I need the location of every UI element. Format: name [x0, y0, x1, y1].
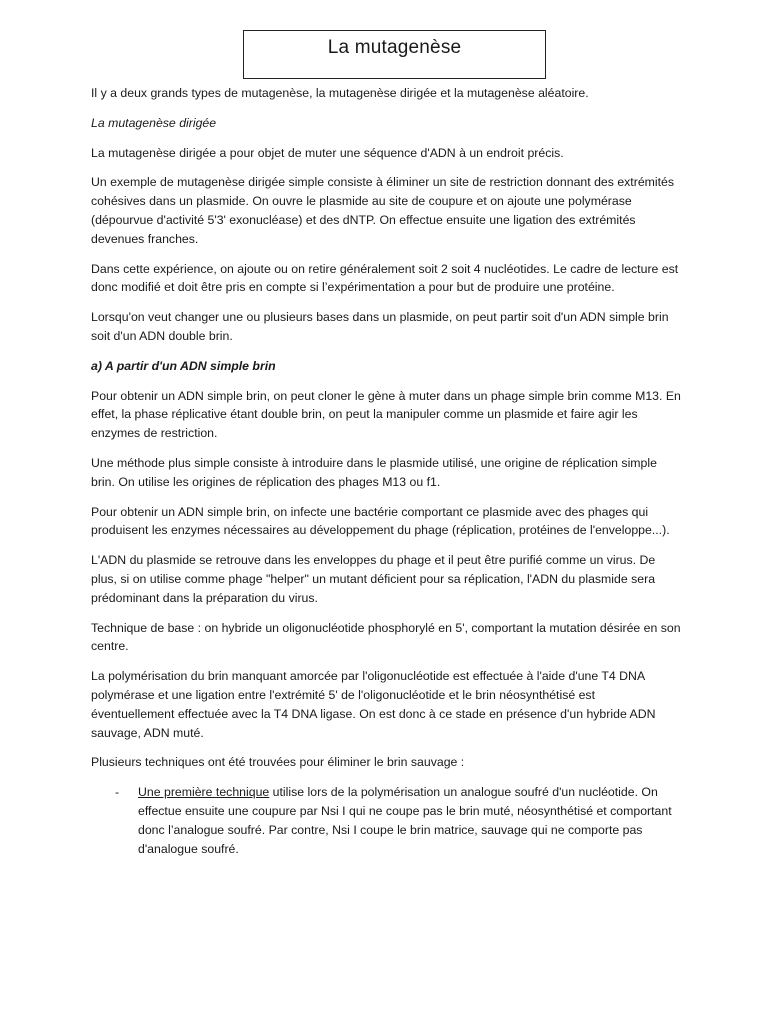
paragraph-6: Une méthode plus simple consiste à introduire dans le plasmide utilisé, une origine de réplication simple brin. On utilise les origines de réplication des phages M13 ou f1. — [91, 455, 657, 489]
document-body — [91, 84, 681, 858]
list-dash: - — [115, 785, 120, 800]
section-heading-dirigee: La mutagenèse dirigée — [91, 115, 217, 130]
paragraph-11: Plusieurs techniques ont été trouvées pour éliminer le brin sauvage : — [91, 755, 465, 770]
paragraph-5: Pour obtenir un ADN simple brin, on peut cloner le gène à muter dans un phage simple brin comme M13. En effet, la phase réplicative étant double brin, on peut la manipuler comme un plasmide et faire agir les enzymes de restriction. — [91, 388, 681, 441]
paragraph-1: La mutagenèse dirigée a pour objet de muter une séquence d'ADN à un endroit précis. — [91, 145, 564, 160]
paragraph-3: Dans cette expérience, on ajoute ou on retire généralement soit 2 soit 4 nucléotides. Le cadre de lecture est donc modifié et doit être pris en compte si l’expérimentation a pour but de produire une protéine. — [91, 261, 679, 295]
paragraph-4: Lorsqu'on veut changer une ou plusieurs bases dans un plasmide, on peut partir soit d'un ADN simple brin soit d'un ADN double brin. — [91, 310, 669, 343]
list-item — [91, 783, 681, 858]
paragraph-9: Technique de base : on hybride un oligonucléotide phosphorylé en 5', comportant la mutation désirée en son centre. — [91, 620, 681, 654]
subsection-heading-a: a) A partir d'un ADN simple brin — [91, 358, 276, 373]
technique-list — [91, 783, 681, 858]
paragraph-7: Pour obtenir un ADN simple brin, on infecte une bactérie comportant ce plasmide avec des phages qui produisent les enzymes nécessaires au développement du phage (réplication, protéines de l'enveloppe...). — [91, 504, 670, 538]
paragraph-2: Un exemple de mutagenèse dirigée simple consiste à éliminer un site de restriction donnant des extrémités cohésives dans un plasmide. On ouvre le plasmide au site de coupure et on ajoute une polymérase (dépourvue d'activité 5'3' exonucléase) et des dNTP. On effectue ensuite une ligation des extrémités devenues franches. — [91, 175, 675, 246]
paragraph-10: La polymérisation du brin manquant amorcée par l'oligonucléotide est effectuée à l'aide d'une T4 DNA polymérase et une ligation entre l'extrémité 5' de l'oligonucléotide et le brin néosynthétisé est éventuellement effectuée avec la T4 DNA ligase. On est donc à ce stade en présence d'un hybride ADN sauvage, ADN muté. — [91, 669, 656, 740]
list-item-text: utilise lors de la polymérisation un analogue soufré d'un nucléotide. On effectue ensuite une coupure par Nsi I qui ne coupe pas le brin muté, néosynthétisé et comportant donc l’analogue soufré. Par contre, Nsi I coupe le brin matrice, sauvage qui ne comporte pas d'analogue soufré. — [138, 785, 672, 856]
title-box — [243, 30, 546, 79]
list-item-lead: Une première technique — [138, 785, 270, 800]
page-title: La mutagenèse — [327, 37, 462, 58]
intro-paragraph: Il y a deux grands types de mutagenèse, la mutagenèse dirigée et la mutagenèse aléatoire. — [91, 86, 589, 100]
paragraph-8: L'ADN du plasmide se retrouve dans les enveloppes du phage et il peut être purifié comme un virus. De plus, si on utilise comme phage "helper" un mutant déficient pour sa réplication, l'ADN du plasmide sera prédominant dans la préparation du virus. — [91, 553, 656, 605]
